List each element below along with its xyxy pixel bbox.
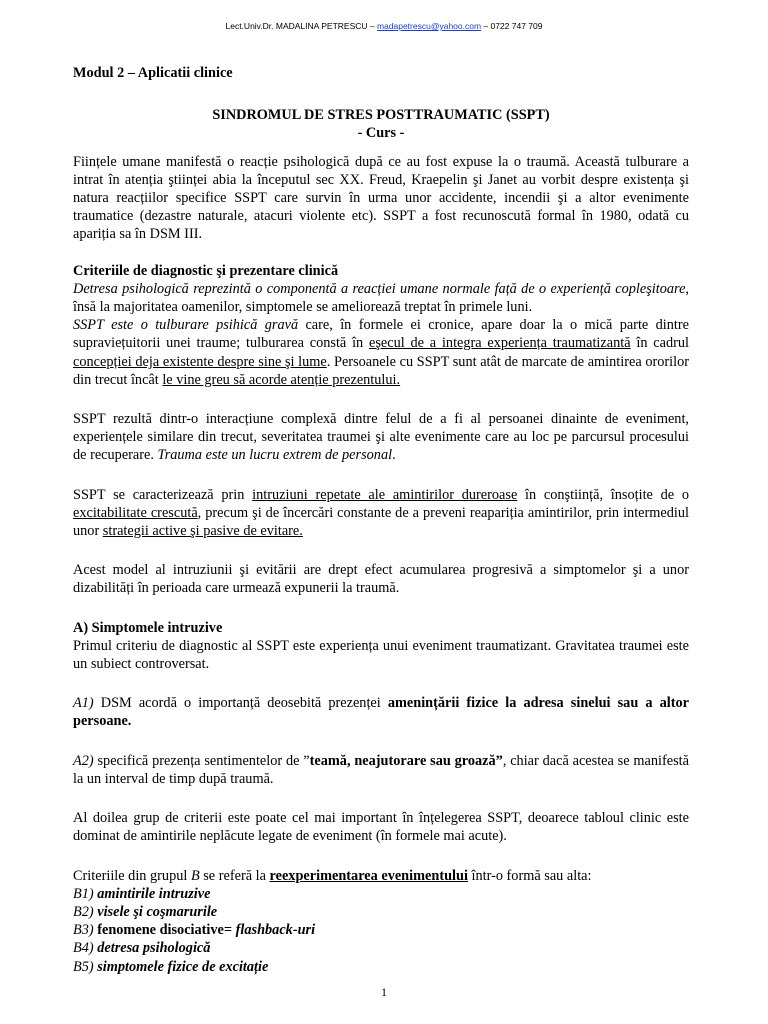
paragraph-interaction	[73, 410, 689, 465]
list-item	[73, 903, 689, 921]
criteria-heading: Criteriile de diagnostic şi prezentare clinică	[73, 262, 339, 279]
p4-text-a: SSPT se caracterizează prin	[73, 486, 253, 503]
criterion-a1-bold: amenințării fizice la adresa sinelui sau a altor persoane.	[73, 695, 689, 730]
document-subtitle: - Curs -	[357, 125, 405, 142]
list-item	[73, 885, 689, 903]
b-criteria-list	[73, 885, 689, 976]
b5-label: B5)	[73, 958, 94, 975]
criteria-p2-text-c: . Persoanele cu SSPT sunt atât de marcate de amintirea ororilor din trecut încât	[73, 353, 690, 388]
b1-text: amintirile intruzive	[93, 885, 211, 902]
b2-text: visele şi coşmarurile	[93, 903, 218, 920]
b4-label: B4)	[73, 940, 94, 957]
p4-text-b: în conştiință, însoțite de o	[517, 486, 689, 503]
criteria-p2-underline-3: le vine greu să acorde atenție prezentului.	[162, 371, 401, 388]
p4-text-c: , precum şi de încercări constante de a preveni reapariția amintirilor, prin intermediul unor	[73, 504, 689, 540]
criteria-p2-italic: SSPT este o tulburare psihică gravă	[73, 317, 299, 334]
criteria-p1-italic: Detresa psihologică reprezintă o componentă a reacției umane normale față de o experiență copleşitoare	[73, 280, 686, 297]
intro-paragraph: Ființele umane manifestă o reacție psihologică după ce au fost expuse la o traumă. Această tulburare a intrat în atenția ştiinței abia la începutul sec XX. Freud, Kraepelin şi Janet au vorbit despre existența şi natura reacțiilor specifice SSPT care survin în urma unor accidente, incendii şi a altor evenimente traumatice (dezastre naturale, atacuri violente etc). SSPT a fost recunoscută formal în 1980, odată cu apariția sa în DSM III.	[73, 153, 689, 243]
b4-text: detresa psihologică	[93, 940, 211, 957]
b-intro-a: Criteriile din grupul	[73, 867, 191, 884]
criteria-p2-text-a: care, în formele ei cronice, apare doar la o mică parte dintre supraviețuitorii unei traume; tulburarea constă în	[73, 317, 689, 352]
header-email-link[interactable]: madapetrescu@yahoo.com	[376, 21, 482, 31]
criteria-p2-underline-1: eşecul de a integra experiența traumatizantă	[369, 335, 631, 352]
criterion-a2-rest: , chiar dacă acestea se manifestă la un interval de timp după traumă.	[73, 752, 689, 787]
b5-text: simptomele fizice de excitație	[93, 958, 269, 975]
p3-end: .	[392, 447, 396, 464]
document-body	[73, 64, 689, 976]
criterion-a2	[73, 752, 689, 788]
criteria-paragraph-1	[73, 280, 689, 316]
b-criteria-intro	[73, 867, 689, 885]
page-header	[0, 21, 768, 31]
b-intro-bold: reexperimentarea evenimentului	[269, 867, 468, 884]
list-item	[73, 921, 689, 939]
p3-text: SSPT rezultă dintr-o interacțiune complexă dintre felul de a fi al persoanei dinainte de eveniment, experiențele similare din trecut, severitatea traumei şi alte evenimente care au loc pe parcursul procesului de recuperare.	[73, 411, 689, 464]
b3-label: B3)	[73, 922, 94, 939]
paragraph-characteristics	[73, 486, 689, 541]
criteria-p1-rest: , însă la majoritatea oamenilor, simptomele se ameliorează treptat în primele luni.	[73, 280, 689, 316]
document-title: SINDROMUL DE STRES POSTTRAUMATIC (SSPT)	[212, 107, 550, 124]
section-a-heading: A) Simptomele intruzive	[73, 619, 223, 636]
b-intro-c: într-o formă sau alta:	[467, 867, 592, 884]
criterion-a2-bold: teamă, neajutorare sau groază”	[309, 752, 503, 769]
b2-label: B2)	[73, 903, 94, 920]
b3-text: fenomene disociative=	[93, 922, 236, 939]
criterion-a1-text: DSM acordă o importanță deosebită prezenței	[93, 695, 388, 712]
p4-underline-2: excitabilitate crescută	[73, 504, 198, 521]
criteria-p2-underline-2: concepției deja existente despre sine şi lume	[73, 353, 327, 370]
p4-underline-3: strategii active şi pasive de evitare.	[102, 523, 303, 540]
page-number: 1	[381, 985, 387, 999]
header-author: Lect.Univ.Dr. MADALINA PETRESCU –	[225, 21, 377, 31]
criterion-a1	[73, 694, 689, 730]
paragraph-model: Acest model al intruziunii şi evitării are drept efect acumularea progresivă a simptomelor şi a unor dizabilități în perioada care urmează expunerii la traumă.	[73, 562, 689, 597]
p4-underline-1: intruziuni repetate ale amintirilor dureroase	[252, 486, 518, 503]
section-a-paragraph-1: Primul criteriu de diagnostic al SSPT este experiența unui eveniment traumatizant. Gravitatea traumei este un subiect controversat.	[73, 637, 689, 673]
module-title: Modul 2 – Aplicatii clinice	[73, 65, 233, 81]
b1-label: B1)	[73, 885, 94, 902]
b-intro-b: se referă la	[199, 867, 270, 884]
list-item	[73, 958, 689, 976]
criteria-p2-text-b: în cadrul	[630, 335, 689, 352]
p3-italic: Trauma este un lucru extrem de personal	[157, 447, 393, 464]
criteria-paragraph-2	[73, 316, 689, 389]
list-item	[73, 939, 689, 957]
paragraph-second-group: Al doilea grup de criterii este poate cel mai important în înțelegerea SSPT, deoarece tabloul clinic este dominat de amintirile neplăcute legate de eveniment (în formele mai acute).	[73, 810, 689, 845]
criterion-a2-label: A2)	[73, 752, 94, 769]
b3-text-italic: flashback-uri	[235, 922, 316, 939]
header-phone: – 0722 747 709	[481, 21, 543, 31]
b-intro-letter: B	[190, 867, 200, 884]
criterion-a2-text: specifică prezența sentimentelor de ”	[93, 752, 310, 769]
criterion-a1-label: A1)	[73, 695, 94, 712]
